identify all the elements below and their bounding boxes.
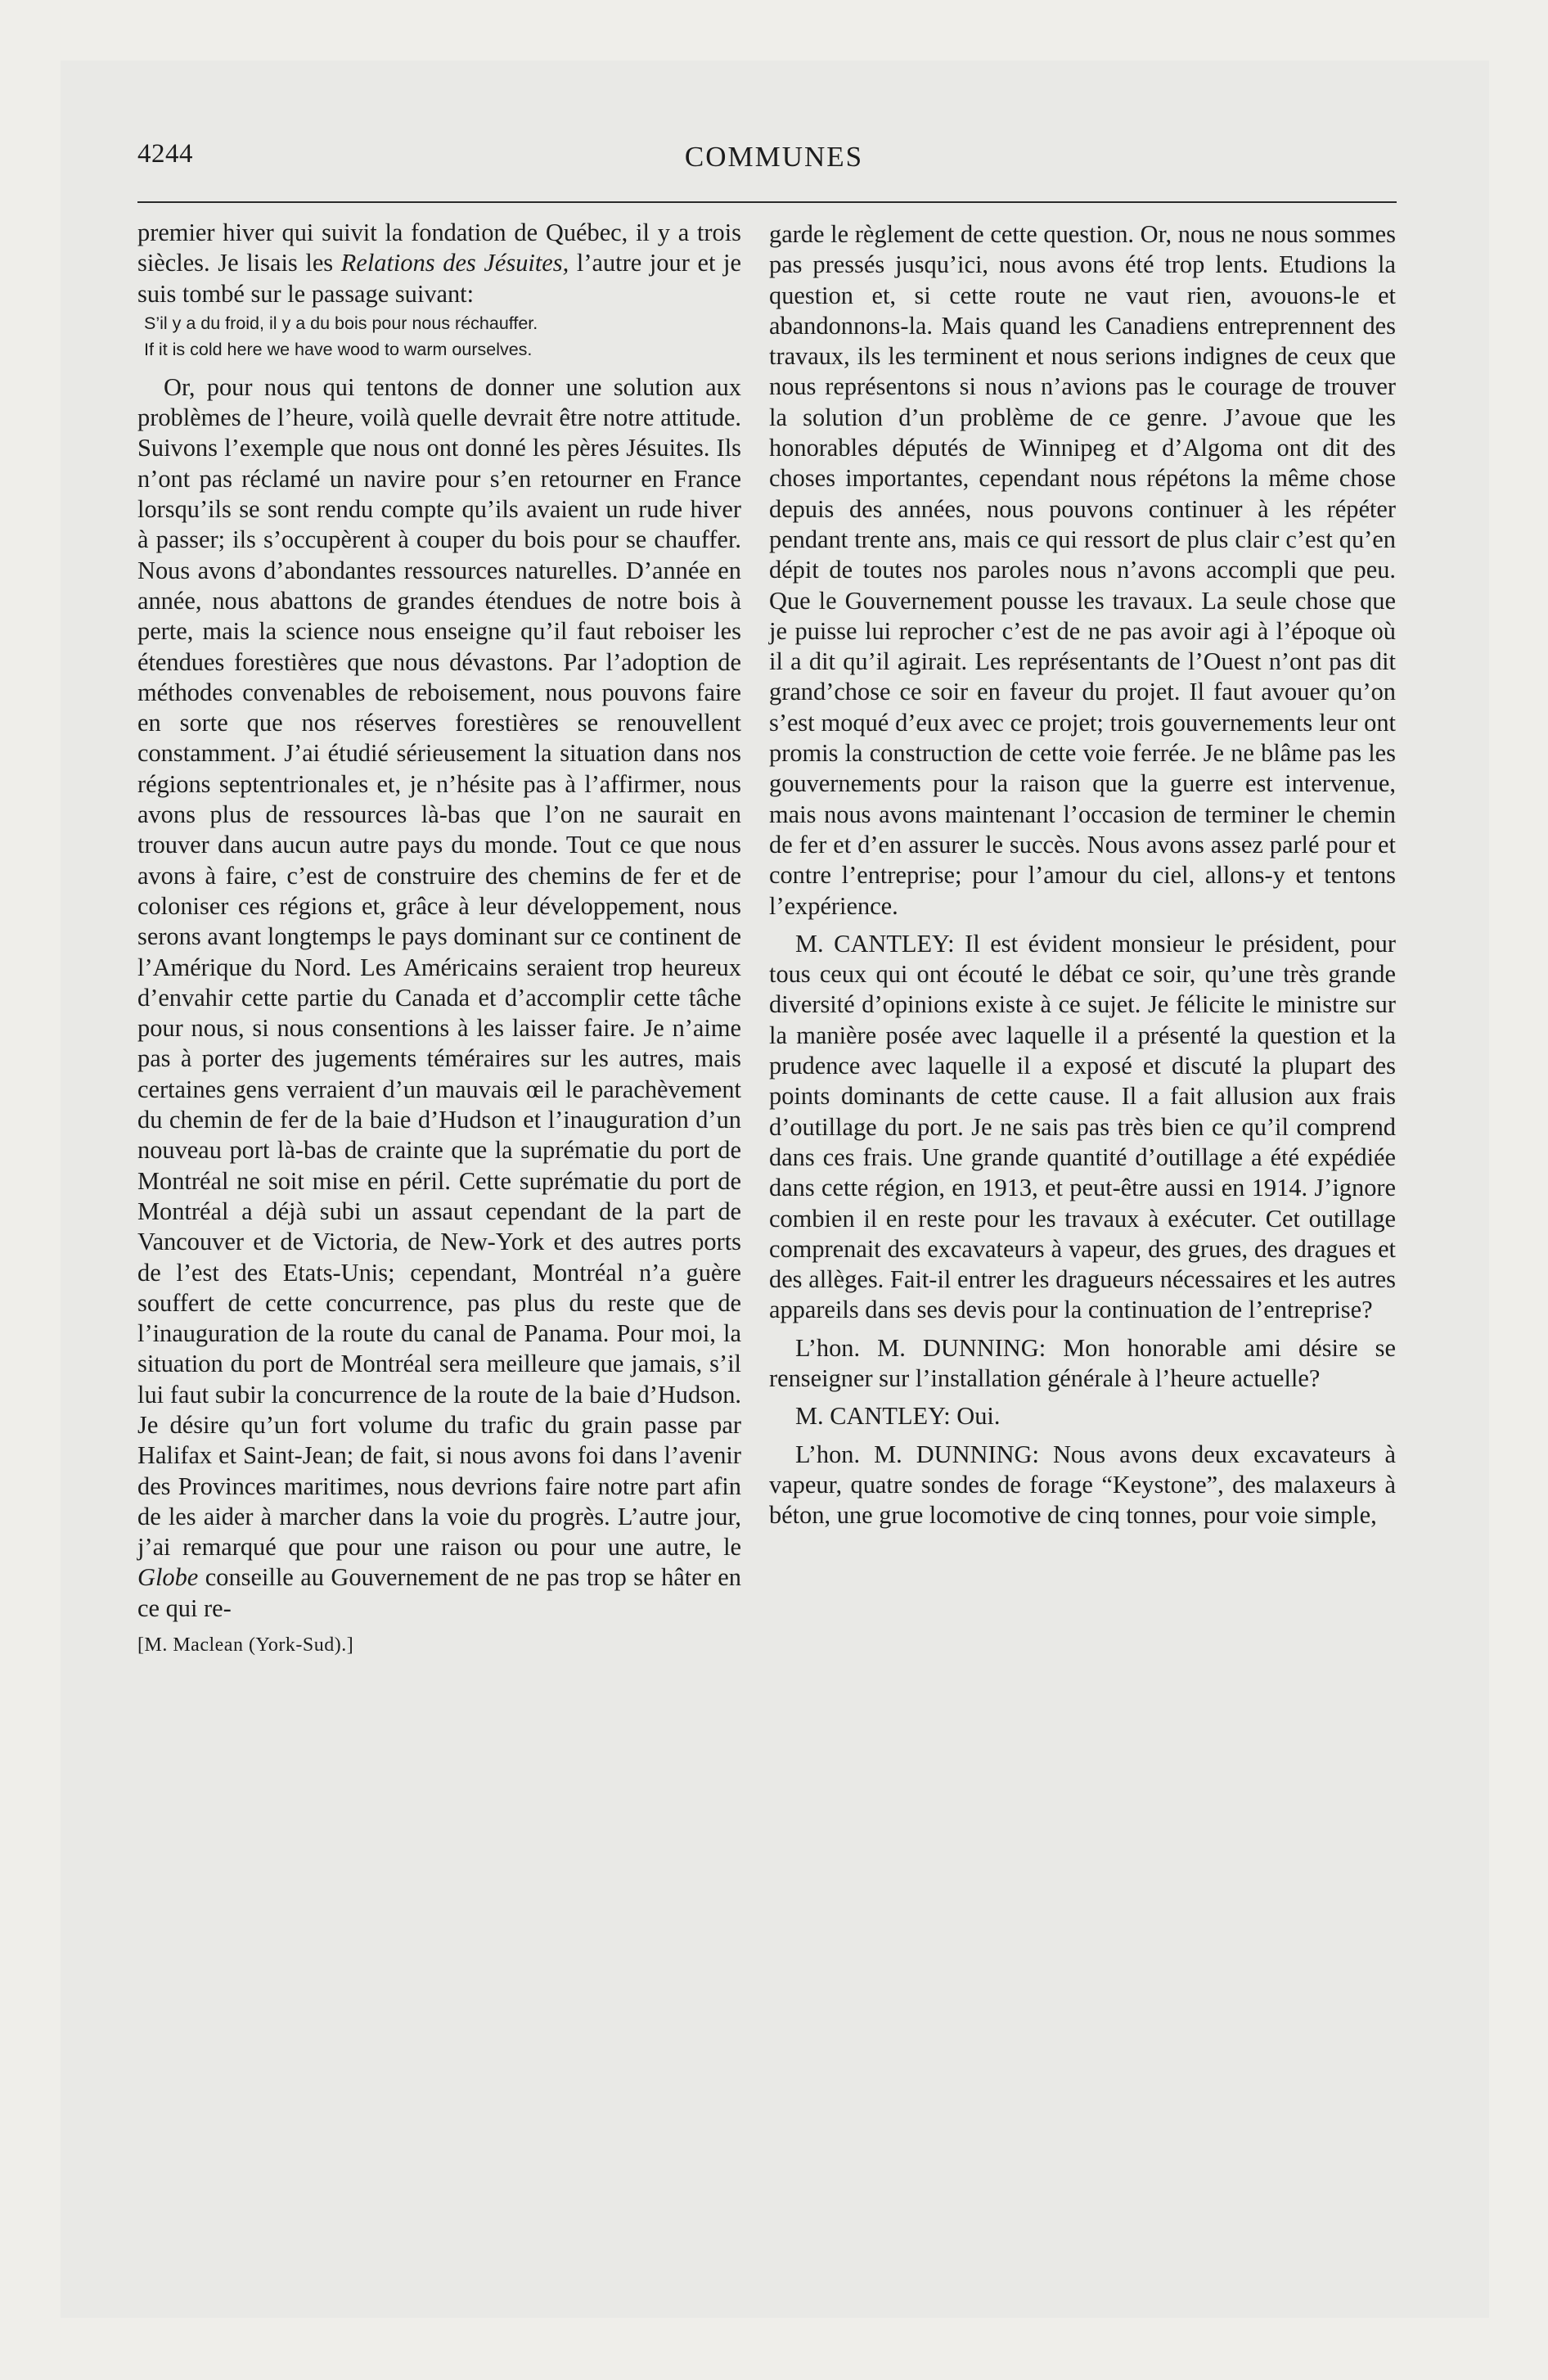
quote-french: S’il y a du froid, il y a du bois pour nous réchauffer. bbox=[144, 313, 538, 333]
paragraph: M. CANTLEY: Il est évident monsieur le président, pour tous ceux qui ont écouté le débat ce soir, qu’une très grande diversité d’opinions existe à ce sujet. Je félicite le ministre sur la manière posée avec laquelle il a présenté la question et la prudence avec laquelle il a exposé et discuté la plupart des points dominants de cette cause. Il a fait allusion aux frais d’outillage du port. Je ne sais pas très bien ce qu’il comprend dans ces frais. Une grande quantité d’outillage a été expédiée dans cette région, en 1913, et peut-être aussi en 1914. J’ignore combien il en reste pour les travaux à exécuter. Cet outillage comprenait des excavateurs à vapeur, des grues, des dragues et des allèges. Fait-il entrer les dragueurs nécessaires et les autres appareils dans ses devis pour la continuation de l’entreprise? bbox=[769, 929, 1396, 1324]
right-column bbox=[769, 219, 1396, 1530]
paragraph: M. CANTLEY: Oui. bbox=[795, 1402, 1001, 1431]
paragraph: L’hon. M. DUNNING: Nous avons deux excavateurs à vapeur, quatre sondes de forage “Keystone”, des malaxeurs à béton, une grue locomotive de cinq tonnes, pour voie simple, bbox=[769, 1440, 1396, 1530]
speaker-note: [M. Maclean (York-Sud).] bbox=[137, 1634, 354, 1657]
quote-english: If it is cold here we have wood to warm ourselves. bbox=[144, 339, 533, 359]
page-number: 4244 bbox=[137, 139, 193, 169]
paragraph: Or, pour nous qui tentons de donner une solution aux problèmes de l’heure, voilà quelle devrait être notre attitude. Suivons l’exemple que nous ont donné les pères Jésuites. Ils n’ont pas réclamé un navire pour s’en retourner en France lorsqu’ils se sont rendu compte qu’ils avaient un rude hiver à passer; ils s’occupèrent à couper du bois pour se chauffer. Nous avons d’abondantes ressources naturelles. D’année en année, nous abattons de grandes étendues de notre bois à perte, mais la science nous enseigne qu’il faut reboiser les étendues forestières que nous dévastons. Par l’adoption de méthodes convenables de reboisement, nous pouvons faire en sorte que nos réserves forestières se renouvellent constamment. J’ai étudié sérieusement la situation dans nos régions septentrionales et, je n’hésite pas à l’affirmer, nous avons plus de ressources là-bas que l’on ne saurait en trouver dans aucun autre pays du monde. Tout ce que nous avons à faire, c’est de construire des chemins de fer et de coloniser ces régions et, grâce à leur développement, nous serons avant longtemps le pays dominant sur ce continent de l’Amérique du Nord. Les Américains seraient trop heureux d’envahir cette partie du Canada et d’accomplir cette tâche pour nous, si nous consentions à les laisser faire. Je n’aime pas à porter des jugements téméraires sur les autres, mais certaines gens verraient d’un mauvais œil le parachèvement du chemin de fer de la baie d’Hudson et l’inauguration d’un nouveau port là-bas de crainte que la suprématie du port de Montréal ne soit mise en péril. Cette suprématie du port de Montréal a déjà subi un assaut cependant de la part de Vancouver et de Victoria, de New-York et des autres ports de l’est des Etats-Unis; cependant, Montréal n’a guère souffert de cette concurrence, pas plus du reste que de l’inauguration de la route du canal de Panama. Pour moi, la situation du port de Montréal sera meilleure que jamais, s’il lui faut subir la concurrence de la route de la baie d’Hudson. Je désire qu’un fort volume du trafic du grain passe par Halifax et Saint-Jean; de fait, si nous avons foi dans l’avenir des Provinces maritimes, nous devrions faire notre part afin de les aider à marcher dans la voie du progrès. L’autre jour, j’ai remarqué que pour une raison ou pour une autre, le Globe conseille au Gouvernement de ne pas trop se hâter en ce qui re- bbox=[137, 372, 741, 1622]
paragraph: L’hon. M. DUNNING: Mon honorable ami désire se renseigner sur l’installation générale à l’heure actuelle? bbox=[769, 1333, 1396, 1392]
left-column bbox=[137, 218, 741, 1661]
header-rule bbox=[137, 201, 1397, 203]
italic-title: Relations des Jésuites, bbox=[340, 249, 569, 277]
italic-title: Globe bbox=[137, 1563, 199, 1592]
paragraph: premier hiver qui suivit la fondation de Québec, il y a trois siècles. Je lisais les Relations des Jésuites, l’autre jour et je suis tombé sur le passage suivant: bbox=[137, 219, 741, 308]
running-head: COMMUNES bbox=[684, 141, 864, 173]
block-quote bbox=[144, 310, 741, 363]
paragraph: garde le règlement de cette question. Or, nous ne nous sommes pas pressés jusqu’ici, nous avons été trop lents. Etudions la question et, si cette route ne vaut rien, avouons-le et abandonnons-la. Mais quand les Canadiens entreprennent des travaux, ils les terminent et nous serions indignes de ceux que nous représentons si nous n’avions pas le courage de trouver la solution d’un problème de ce genre. J’avoue que les honorables députés de Winnipeg et d’Algoma ont dit des choses importantes, cependant nous répétons la même chose depuis des années, nous pouvons continuer à les répéter pendant trente ans, mais ce qui ressort de plus clair c’est qu’en dépit de toutes nos paroles nous n’avons accompli que peu. Que le Gouvernement pousse les travaux. La seule chose que je puisse lui reprocher c’est de ne pas avoir agi à l’époque où il a dit qu’il agirait. Les représentants de l’Ouest n’ont pas dit grand’chose ce soir en faveur du projet. Il faut avouer qu’on s’est moqué d’eux avec ce projet; trois gouvernements leur ont promis la construction de cette voie ferrée. Je ne blâme pas les gouvernements pour la raison que la guerre est intervenue, mais nous avons maintenant l’occasion de terminer le chemin de fer et d’en assurer le succès. Nous avons assez parlé pour et contre l’entreprise; pour l’amour du ciel, allons-y et tentons l’expérience. bbox=[769, 220, 1396, 920]
